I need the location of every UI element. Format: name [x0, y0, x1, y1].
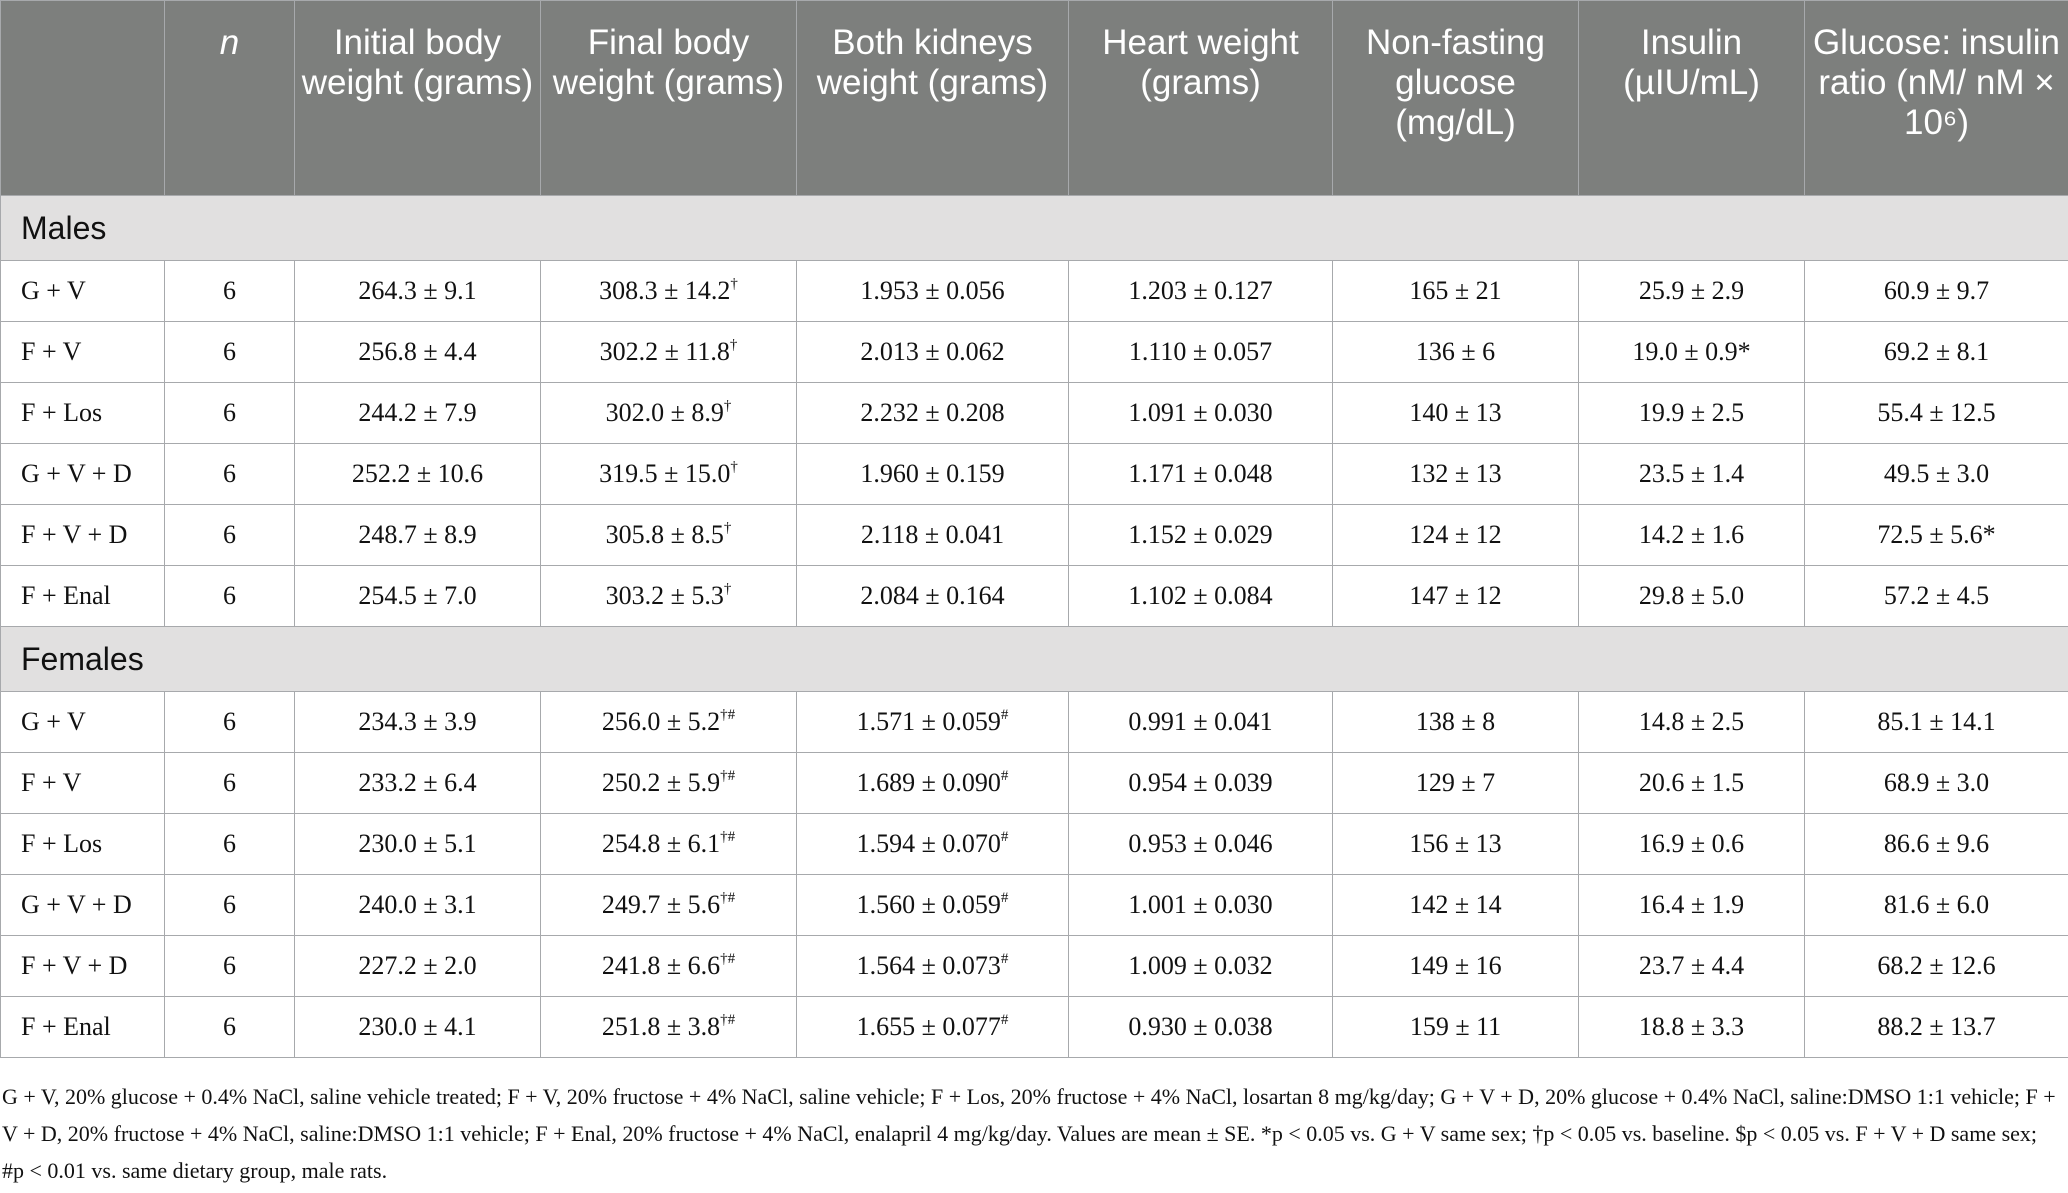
heart-weight-cell-value: 1.203 ± 0.127 [1128, 276, 1273, 305]
initial-weight-cell [295, 753, 541, 814]
glucose-cell-value: 159 ± 11 [1409, 1012, 1502, 1041]
group-cell-value: F + Enal [21, 581, 111, 610]
initial-weight-cell-value: 248.7 ± 8.9 [358, 520, 477, 549]
insulin-cell [1579, 875, 1805, 936]
final-weight-cell [541, 505, 797, 566]
kidneys-weight-cell-value: 1.560 ± 0.059 [856, 890, 1001, 919]
heart-weight-cell-value: 1.152 ± 0.029 [1128, 520, 1273, 549]
group-cell [1, 444, 165, 505]
n-cell-value: 6 [223, 398, 236, 427]
group-cell-value: G + V + D [21, 459, 132, 488]
final-weight-cell [541, 322, 797, 383]
header-heart-weight: Heart weight (grams) [1069, 1, 1333, 196]
heart-weight-cell [1069, 692, 1333, 753]
group-cell [1, 997, 165, 1058]
initial-weight-cell-value: 230.0 ± 4.1 [358, 1012, 477, 1041]
table-body [1, 196, 2068, 1058]
glucose-cell [1333, 997, 1579, 1058]
glucose-cell-value: 149 ± 16 [1409, 951, 1502, 980]
n-cell-value: 6 [223, 459, 236, 488]
glucose-cell-value: 129 ± 7 [1415, 768, 1496, 797]
kidneys-weight-cell [797, 444, 1069, 505]
kidneys-weight-cell-value: 1.571 ± 0.059 [856, 707, 1001, 736]
significance-mark: † [729, 337, 738, 353]
group-cell-value: G + V + D [21, 890, 132, 919]
initial-weight-cell-value: 230.0 ± 5.1 [358, 829, 477, 858]
group-cell-value: F + Los [21, 398, 103, 427]
glucose-cell-value: 132 ± 13 [1409, 459, 1502, 488]
ratio-cell [1805, 444, 2068, 505]
ratio-cell [1805, 505, 2068, 566]
final-weight-cell-value: 319.5 ± 15.0 [599, 459, 731, 488]
n-cell-value: 6 [223, 951, 236, 980]
final-weight-cell-value: 303.2 ± 5.3 [605, 581, 724, 610]
significance-mark: †# [720, 768, 736, 784]
ratio-cell-value: 69.2 ± 8.1 [1883, 337, 1990, 366]
n-cell-value: 6 [223, 1012, 236, 1041]
table-row [1, 261, 2068, 322]
initial-weight-cell [295, 322, 541, 383]
final-weight-cell-value: 249.7 ± 5.6 [601, 890, 721, 919]
heart-weight-cell [1069, 444, 1333, 505]
heart-weight-cell-value: 1.110 ± 0.057 [1128, 337, 1273, 366]
initial-weight-cell [295, 566, 541, 627]
final-weight-cell [541, 692, 797, 753]
initial-weight-cell-value: 244.2 ± 7.9 [358, 398, 477, 427]
table-row [1, 814, 2068, 875]
group-cell-value: G + V [21, 707, 86, 736]
final-weight-cell-value: 254.8 ± 6.1 [601, 829, 721, 858]
significance-mark: † [730, 459, 738, 475]
kidneys-weight-cell-value: 2.013 ± 0.062 [860, 337, 1005, 366]
final-weight-cell [541, 997, 797, 1058]
group-cell-value: G + V [21, 276, 86, 305]
ratio-cell [1805, 692, 2068, 753]
kidneys-weight-cell [797, 875, 1069, 936]
insulin-cell-value: 23.7 ± 4.4 [1638, 951, 1745, 980]
n-cell [165, 997, 295, 1058]
insulin-cell-value: 29.8 ± 5.0 [1638, 581, 1745, 610]
initial-weight-cell [295, 814, 541, 875]
n-cell [165, 692, 295, 753]
final-weight-cell [541, 566, 797, 627]
n-cell-value: 6 [223, 276, 236, 305]
initial-weight-cell-value: 264.3 ± 9.1 [358, 276, 477, 305]
heart-weight-cell-value: 0.930 ± 0.038 [1128, 1012, 1273, 1041]
group-cell [1, 753, 165, 814]
kidneys-weight-cell [797, 814, 1069, 875]
initial-weight-cell [295, 936, 541, 997]
final-weight-cell [541, 753, 797, 814]
glucose-cell-value: 138 ± 8 [1415, 707, 1496, 736]
glucose-cell-value: 142 ± 14 [1409, 890, 1502, 919]
header-glucose: Non-fasting glucose (mg/dL) [1333, 1, 1579, 196]
glucose-cell-value: 140 ± 13 [1409, 398, 1502, 427]
ratio-cell-value: 60.9 ± 9.7 [1883, 276, 1990, 305]
heart-weight-cell-value: 1.171 ± 0.048 [1128, 459, 1273, 488]
final-weight-cell-value: 308.3 ± 14.2 [599, 276, 731, 305]
ratio-cell [1805, 566, 2068, 627]
glucose-cell-value: 147 ± 12 [1409, 581, 1502, 610]
insulin-cell-value: 18.8 ± 3.3 [1638, 1012, 1745, 1041]
initial-weight-cell-value: 227.2 ± 2.0 [358, 951, 477, 980]
heart-weight-cell-value: 1.009 ± 0.032 [1128, 951, 1273, 980]
initial-weight-cell-value: 234.3 ± 3.9 [358, 707, 477, 736]
header-initial-weight: Initial body weight (grams) [295, 1, 541, 196]
group-cell [1, 692, 165, 753]
header-insulin: Insulin (µIU/mL) [1579, 1, 1805, 196]
heart-weight-cell [1069, 814, 1333, 875]
heart-weight-cell-value: 0.953 ± 0.046 [1128, 829, 1273, 858]
ratio-cell [1805, 936, 2068, 997]
kidneys-weight-cell [797, 566, 1069, 627]
section-title: Males [1, 196, 2068, 261]
final-weight-cell-value: 251.8 ± 3.8 [601, 1012, 721, 1041]
glucose-cell [1333, 444, 1579, 505]
group-cell [1, 814, 165, 875]
group-cell-value: F + V + D [21, 951, 128, 980]
final-weight-cell [541, 383, 797, 444]
glucose-cell [1333, 261, 1579, 322]
insulin-cell [1579, 383, 1805, 444]
table-row [1, 753, 2068, 814]
significance-mark: † [723, 581, 732, 597]
ratio-cell [1805, 875, 2068, 936]
ratio-cell-value: 88.2 ± 13.7 [1877, 1012, 1996, 1041]
significance-mark: †# [720, 1012, 736, 1028]
table-row [1, 383, 2068, 444]
kidneys-weight-cell-value: 1.655 ± 0.077 [856, 1012, 1001, 1041]
significance-mark: # [1000, 768, 1009, 784]
n-cell [165, 261, 295, 322]
table-row [1, 505, 2068, 566]
initial-weight-cell [295, 875, 541, 936]
insulin-cell-value: 16.4 ± 1.9 [1638, 890, 1745, 919]
n-cell [165, 444, 295, 505]
glucose-cell [1333, 383, 1579, 444]
insulin-cell-value: 16.9 ± 0.6 [1638, 829, 1745, 858]
final-weight-cell [541, 261, 797, 322]
ratio-cell [1805, 322, 2068, 383]
table-row [1, 875, 2068, 936]
heart-weight-cell-value: 1.102 ± 0.084 [1128, 581, 1273, 610]
final-weight-cell-value: 250.2 ± 5.9 [601, 768, 721, 797]
n-cell [165, 566, 295, 627]
kidneys-weight-cell [797, 692, 1069, 753]
glucose-cell [1333, 692, 1579, 753]
initial-weight-cell [295, 505, 541, 566]
initial-weight-cell-value: 233.2 ± 6.4 [358, 768, 477, 797]
n-cell [165, 383, 295, 444]
initial-weight-cell-value: 254.5 ± 7.0 [358, 581, 477, 610]
header-final-weight: Final body weight (grams) [541, 1, 797, 196]
insulin-cell [1579, 936, 1805, 997]
ratio-cell [1805, 753, 2068, 814]
final-weight-cell [541, 936, 797, 997]
n-cell [165, 505, 295, 566]
n-cell-value: 6 [223, 829, 236, 858]
header-row [1, 1, 2068, 196]
insulin-cell [1579, 997, 1805, 1058]
heart-weight-cell [1069, 875, 1333, 936]
ratio-cell [1805, 814, 2068, 875]
glucose-cell [1333, 322, 1579, 383]
significance-mark: †# [720, 890, 736, 906]
insulin-cell-value: 23.5 ± 1.4 [1638, 459, 1745, 488]
section-row [1, 196, 2068, 261]
significance-mark: # [1000, 829, 1009, 845]
kidneys-weight-cell-value: 2.084 ± 0.164 [860, 581, 1005, 610]
group-cell [1, 505, 165, 566]
significance-mark: # [1000, 707, 1009, 723]
kidneys-weight-cell [797, 936, 1069, 997]
table-footnote: G + V, 20% glucose + 0.4% NaCl, saline vehicle treated; F + V, 20% fructose + 4% NaCl, saline vehicle; F + Los, 20% fructose + 4% NaCl, losartan 8 mg/kg/day; G + V + D, 20% glucose + 0.4% NaCl, saline:DMSO 1:1 vehicle; F + V + D, 20% fructose + 4% NaCl, saline:DMSO 1:1 vehicle; F + Enal, 20% fructose + 4% NaCl, enalapril 4 mg/kg/day. Values are mean ± SE. *p < 0.05 vs. G + V same sex; †p < 0.05 vs. baseline. $p < 0.05 vs. F + V + D same sex; #p < 0.01 vs. same dietary group, male rats. [2, 1084, 2056, 1183]
initial-weight-cell-value: 256.8 ± 4.4 [358, 337, 477, 366]
final-weight-cell [541, 875, 797, 936]
group-cell-value: F + V [21, 337, 82, 366]
ratio-cell-value: 85.1 ± 14.1 [1877, 707, 1996, 736]
final-weight-cell-value: 256.0 ± 5.2 [601, 707, 721, 736]
final-weight-cell [541, 444, 797, 505]
insulin-cell-value: 14.2 ± 1.6 [1638, 520, 1745, 549]
glucose-cell [1333, 753, 1579, 814]
n-cell-value: 6 [223, 581, 236, 610]
significance-mark: † [730, 276, 738, 292]
glucose-cell [1333, 814, 1579, 875]
ratio-cell [1805, 383, 2068, 444]
kidneys-weight-cell-value: 2.118 ± 0.041 [860, 520, 1005, 549]
initial-weight-cell [295, 997, 541, 1058]
group-cell-value: F + V [21, 768, 82, 797]
insulin-cell [1579, 444, 1805, 505]
n-cell-value: 6 [223, 337, 236, 366]
significance-mark: †# [720, 829, 736, 845]
table-row [1, 936, 2068, 997]
kidneys-weight-cell-value: 1.953 ± 0.056 [860, 276, 1005, 305]
heart-weight-cell [1069, 566, 1333, 627]
final-weight-cell [541, 814, 797, 875]
heart-weight-cell [1069, 322, 1333, 383]
ratio-cell-value: 86.6 ± 9.6 [1883, 829, 1990, 858]
section-title: Females [1, 627, 2068, 692]
heart-weight-cell-value: 1.091 ± 0.030 [1128, 398, 1273, 427]
ratio-cell [1805, 997, 2068, 1058]
n-cell [165, 875, 295, 936]
kidneys-weight-cell [797, 261, 1069, 322]
table-row [1, 444, 2068, 505]
glucose-cell-value: 136 ± 6 [1415, 337, 1496, 366]
n-cell-value: 6 [223, 890, 236, 919]
n-cell-value: 6 [223, 768, 236, 797]
n-cell-value: 6 [223, 707, 236, 736]
significance-mark: †# [720, 951, 736, 967]
insulin-cell-value: 19.0 ± 0.9* [1632, 337, 1751, 366]
group-cell-value: F + Los [21, 829, 103, 858]
kidneys-weight-cell-value: 1.594 ± 0.070 [856, 829, 1001, 858]
table-row [1, 566, 2068, 627]
table-row [1, 692, 2068, 753]
insulin-cell [1579, 261, 1805, 322]
initial-weight-cell [295, 383, 541, 444]
table-row [1, 322, 2068, 383]
initial-weight-cell [295, 261, 541, 322]
initial-weight-cell [295, 444, 541, 505]
section-row [1, 627, 2068, 692]
kidneys-weight-cell-value: 1.564 ± 0.073 [856, 951, 1001, 980]
insulin-cell [1579, 692, 1805, 753]
kidneys-weight-cell [797, 505, 1069, 566]
significance-mark: # [1000, 1012, 1009, 1028]
group-cell-value: F + V + D [21, 520, 128, 549]
n-cell [165, 936, 295, 997]
header-n: n [165, 1, 295, 196]
ratio-cell-value: 81.6 ± 6.0 [1883, 890, 1990, 919]
group-cell-value: F + Enal [21, 1012, 111, 1041]
heart-weight-cell [1069, 997, 1333, 1058]
glucose-cell [1333, 936, 1579, 997]
insulin-cell [1579, 566, 1805, 627]
final-weight-cell-value: 241.8 ± 6.6 [601, 951, 721, 980]
heart-weight-cell [1069, 753, 1333, 814]
glucose-cell [1333, 875, 1579, 936]
header-ratio: Glucose: insulin ratio (nM/ nM × 10⁶) [1805, 1, 2068, 196]
insulin-cell [1579, 505, 1805, 566]
initial-weight-cell [295, 692, 541, 753]
ratio-cell-value: 68.2 ± 12.6 [1877, 951, 1996, 980]
table-row [1, 997, 2068, 1058]
final-weight-cell-value: 302.0 ± 8.9 [605, 398, 724, 427]
insulin-cell [1579, 753, 1805, 814]
heart-weight-cell [1069, 261, 1333, 322]
kidneys-weight-cell [797, 997, 1069, 1058]
header-group [1, 1, 165, 196]
heart-weight-cell-value: 1.001 ± 0.030 [1128, 890, 1273, 919]
significance-mark: # [1000, 951, 1009, 967]
ratio-cell-value: 68.9 ± 3.0 [1883, 768, 1990, 797]
insulin-cell [1579, 322, 1805, 383]
group-cell [1, 936, 165, 997]
n-cell [165, 814, 295, 875]
heart-weight-cell-value: 0.954 ± 0.039 [1128, 768, 1273, 797]
final-weight-cell-value: 305.8 ± 8.5 [605, 520, 724, 549]
ratio-cell-value: 72.5 ± 5.6* [1877, 520, 1996, 549]
n-cell [165, 322, 295, 383]
initial-weight-cell-value: 240.0 ± 3.1 [358, 890, 477, 919]
final-weight-cell-value: 302.2 ± 11.8 [599, 337, 730, 366]
group-cell [1, 322, 165, 383]
group-cell [1, 261, 165, 322]
initial-weight-cell-value: 252.2 ± 10.6 [351, 459, 484, 488]
significance-mark: # [1000, 890, 1009, 906]
glucose-cell-value: 165 ± 21 [1409, 276, 1502, 305]
n-cell-value: 6 [223, 520, 236, 549]
group-cell [1, 566, 165, 627]
kidneys-weight-cell-value: 1.689 ± 0.090 [856, 768, 1001, 797]
kidneys-weight-cell-value: 1.960 ± 0.159 [860, 459, 1005, 488]
kidneys-weight-cell [797, 753, 1069, 814]
insulin-cell-value: 20.6 ± 1.5 [1638, 768, 1745, 797]
header-kidneys-weight: Both kidneys weight (grams) [797, 1, 1069, 196]
heart-weight-cell [1069, 383, 1333, 444]
significance-mark: † [723, 520, 732, 536]
significance-mark: †# [720, 707, 736, 723]
group-cell [1, 383, 165, 444]
glucose-cell [1333, 566, 1579, 627]
heart-weight-cell [1069, 936, 1333, 997]
ratio-cell-value: 49.5 ± 3.0 [1883, 459, 1990, 488]
insulin-cell-value: 19.9 ± 2.5 [1638, 398, 1745, 427]
heart-weight-cell-value: 0.991 ± 0.041 [1128, 707, 1273, 736]
kidneys-weight-cell-value: 2.232 ± 0.208 [860, 398, 1005, 427]
significance-mark: † [723, 398, 732, 414]
insulin-cell-value: 14.8 ± 2.5 [1638, 707, 1745, 736]
group-cell [1, 875, 165, 936]
glucose-cell [1333, 505, 1579, 566]
glucose-cell-value: 156 ± 13 [1409, 829, 1502, 858]
ratio-cell-value: 55.4 ± 12.5 [1877, 398, 1996, 427]
ratio-cell [1805, 261, 2068, 322]
ratio-cell-value: 57.2 ± 4.5 [1883, 581, 1990, 610]
n-cell [165, 753, 295, 814]
kidneys-weight-cell [797, 383, 1069, 444]
kidneys-weight-cell [797, 322, 1069, 383]
insulin-cell [1579, 814, 1805, 875]
heart-weight-cell [1069, 505, 1333, 566]
insulin-cell-value: 25.9 ± 2.9 [1638, 276, 1745, 305]
glucose-cell-value: 124 ± 12 [1409, 520, 1502, 549]
